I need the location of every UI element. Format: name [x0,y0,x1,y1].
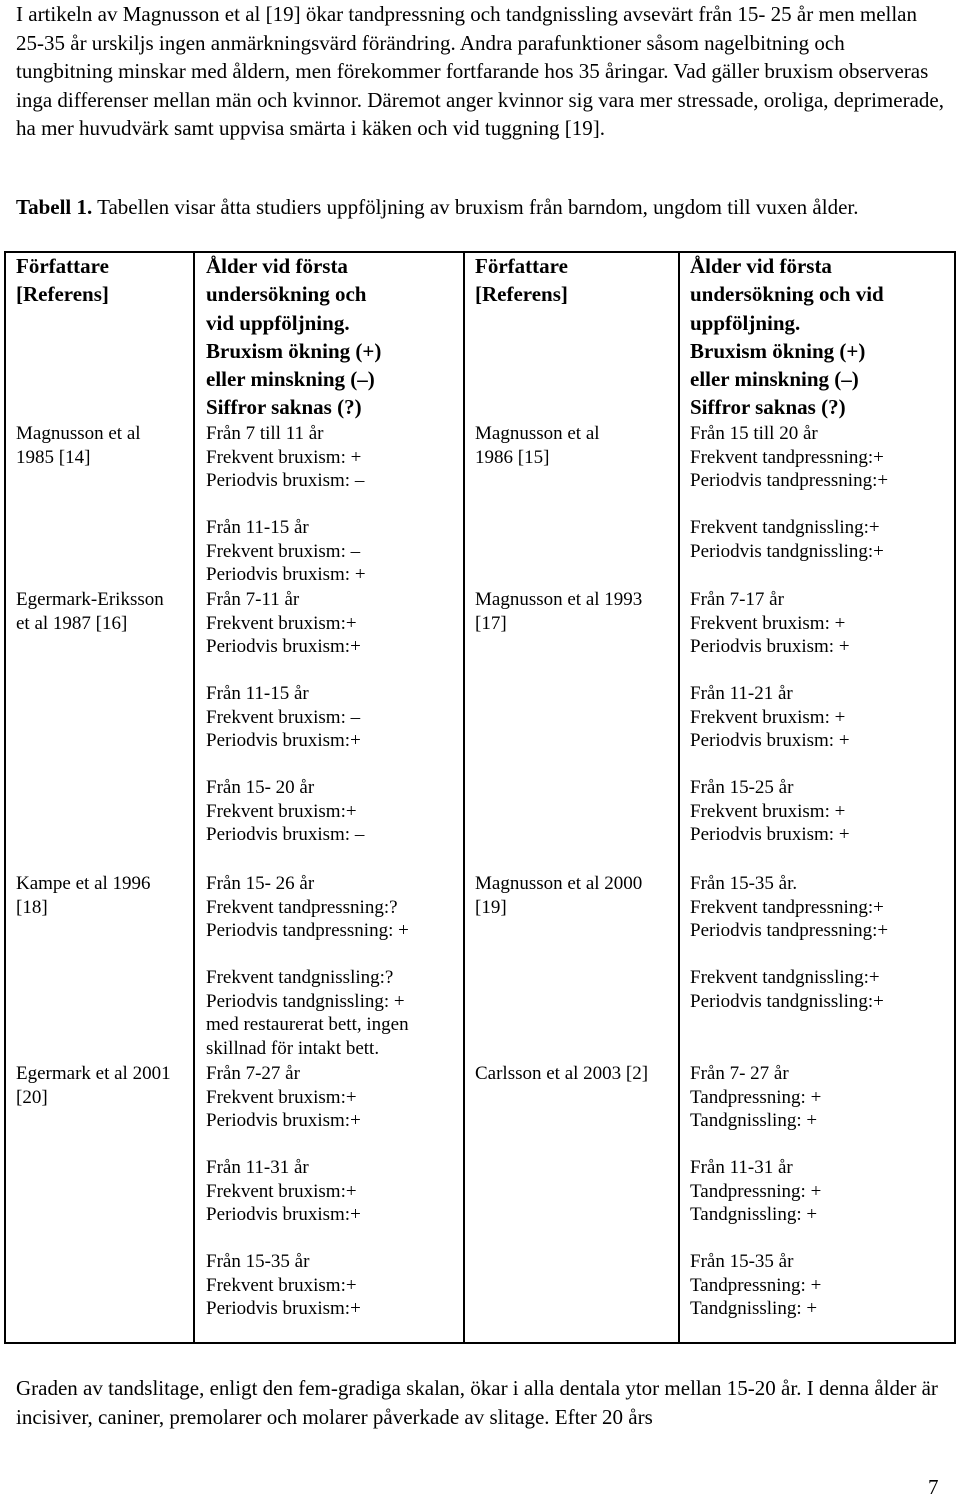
intro-paragraph: I artikeln av Magnusson et al [19] ökar tandpressning och tandgnissling avsevärt från 15- 25 år men mellan 25-35 år urskiljs ingen anmärkningsvärd förändring. Andra parafunktioner såsom nagelbitning och tungbitning minskar med åldern, men förekommer fortfarande hos 35 åringar. Vad gäller bruxism observeras inga differenser mellan män och kvinnor. Däremot anger kvinnor sig vara mer stressade, oroliga, deprimerade, ha mer huvudvärk samt uppvisa smärta i käken och vid tuggning [19]. [16,2,944,141]
cell-line: Periodvis bruxism: – [206,470,365,492]
cell-line: Periodvis bruxism: + [690,730,850,752]
cell-line: Tandgnissling: + [690,1298,818,1320]
cell-line: Frekvent bruxism:+ [206,612,357,634]
cell-line: [Referens] [475,282,568,307]
page-number: 7 [928,1475,939,1499]
cell-line: Periodvis bruxism:+ [206,730,361,752]
cell-line: Periodvis bruxism: + [206,564,366,586]
right-finding-4 [690,682,850,753]
cell-line: Från 15-35 år [206,1251,310,1272]
cell-line: Ålder vid första [690,254,832,278]
table-border-5 [954,251,956,1344]
cell-line: Periodvis bruxism:+ [206,1298,361,1320]
left-finding-9 [206,1156,361,1227]
cell-line: Från 7- 27 år [690,1063,789,1084]
cell-line: vid uppföljning. [206,310,350,335]
cell-line: Från 11-21 år [690,683,793,704]
cell-line: Från 11-15 år [206,517,309,538]
right-finding-2 [690,516,884,563]
cell-line: undersökning och [206,282,367,307]
cell-line: Från 11-31 år [690,1157,793,1178]
cell-line: Egermark et al 2001 [16,1063,171,1084]
cell-line: Siffror saknas (?) [206,395,362,420]
right-finding-7 [690,966,884,1013]
cell-line: Frekvent bruxism:+ [206,800,357,822]
cell-line: [19] [475,896,507,918]
cell-line: Periodvis tandgnissling:+ [690,540,884,562]
table-border-3 [463,251,465,1344]
cell-line: Egermark-Eriksson [16,589,164,610]
left-finding-6 [206,872,409,943]
cell-line: Ålder vid första [206,254,348,278]
right-finding-9 [690,1156,821,1227]
caption-text: Tabellen visar åtta studiers uppföljning av bruxism från barndom, ungdom till vuxen ålder. [92,195,859,219]
right-finding-5 [690,776,850,847]
right-finding-8 [690,1062,821,1133]
cell-line: Kampe et al 1996 [16,873,151,894]
cell-line: Carlsson et al 2003 [2] [475,1063,649,1084]
left-author-3 [16,872,151,919]
cell-line: Frekvent bruxism: + [690,800,846,822]
left-finding-8 [206,1062,361,1133]
cell-line: [Referens] [16,282,109,307]
header-author-right [475,252,568,309]
cell-line: [18] [16,896,48,918]
left-author-2 [16,588,164,635]
cell-line: Periodvis tandpressning: + [206,920,409,942]
right-finding-10 [690,1250,821,1321]
cell-line: [20] [16,1086,48,1108]
cell-line: Bruxism ökning (+) [206,338,382,363]
cell-line: Frekvent tandgnissling:+ [690,967,880,988]
cell-line: Från 15- 26 år [206,873,315,894]
cell-line: 1985 [14] [16,446,91,468]
cell-line: Frekvent tandgnissling:? [206,967,394,988]
left-finding-3 [206,588,361,659]
cell-line: Frekvent bruxism:+ [206,1274,357,1296]
left-finding-1 [206,422,364,493]
cell-line: Frekvent tandgnissling:+ [690,517,880,538]
outro-paragraph: Graden av tandslitage, enligt den fem-gradiga skalan, ökar i alla dentala ytor mellan 15-20 år. I denna ålder är incisiver, caniner, premolarer och molarer påverkade av slitage. Efter 20 års [16,1376,938,1429]
right-finding-6 [690,872,888,943]
right-finding-3 [690,588,850,659]
cell-line: et al 1987 [16] [16,612,128,634]
left-author-1 [16,422,141,469]
cell-line: Periodvis bruxism:+ [206,1204,361,1226]
table-border-1 [4,251,6,1344]
cell-line: Magnusson et al 1993 [475,589,643,610]
left-author-4 [16,1062,171,1109]
caption-label: Tabell 1. [16,195,93,219]
cell-line: Tandgnissling: + [690,1204,818,1226]
cell-line: Periodvis bruxism:+ [206,636,361,658]
table-caption [16,194,946,221]
cell-line: Från 15-35 år. [690,873,798,894]
cell-line: Bruxism ökning (+) [690,338,866,363]
cell-line: Från 7-27 år [206,1063,300,1084]
cell-line: Periodvis tandgnissling:+ [690,990,884,1012]
cell-line: Periodvis bruxism: + [690,636,850,658]
table-border-4 [678,251,680,1344]
cell-line: Periodvis tandgnissling: + [206,990,405,1012]
cell-line: Frekvent bruxism: – [206,540,361,562]
cell-line: Från 7 till 11 år [206,423,324,444]
cell-line: Frekvent bruxism:+ [206,1086,357,1108]
cell-line: Författare [16,254,109,278]
left-finding-2 [206,516,366,587]
cell-line: Författare [475,254,568,278]
cell-line: uppföljning. [690,310,801,335]
cell-line: Från 15- 20 år [206,777,315,798]
cell-line: undersökning och vid [690,282,884,307]
cell-line: Tandpressning: + [690,1086,822,1108]
cell-line: [17] [475,612,507,634]
right-author-1 [475,422,600,469]
cell-line: Frekvent tandpressning:+ [690,446,884,468]
cell-line: Periodvis bruxism: + [690,824,850,846]
cell-line: Periodvis bruxism:+ [206,1110,361,1132]
table-border-2 [193,251,195,1344]
cell-line: Frekvent bruxism:+ [206,1180,357,1202]
cell-line: Från 7-11 år [206,589,300,610]
cell-line: Från 11-31 år [206,1157,309,1178]
cell-line: Frekvent bruxism: + [206,446,362,468]
cell-line: eller minskning (–) [690,367,859,392]
header-author-left [16,252,109,309]
cell-line: Periodvis tandpressning:+ [690,470,889,492]
cell-line: Frekvent tandpressning:+ [690,896,884,918]
cell-line: Siffror saknas (?) [690,395,846,420]
cell-line: Tandpressning: + [690,1180,822,1202]
left-finding-7 [206,966,409,1060]
cell-line: Tandgnissling: + [690,1110,818,1132]
left-finding-10 [206,1250,361,1321]
cell-line: med restaurerat bett, ingen [206,1014,409,1036]
cell-line: 1986 [15] [475,446,550,468]
cell-line: Från 15-25 år [690,777,794,798]
left-finding-5 [206,776,364,847]
right-author-3 [475,872,642,919]
cell-line: Från 15 till 20 år [690,423,818,444]
cell-line: Från 11-15 år [206,683,309,704]
cell-line: Från 7-17 år [690,589,784,610]
cell-line: Frekvent tandpressning:? [206,896,398,918]
right-author-2 [475,588,642,635]
cell-line: Frekvent bruxism: + [690,706,846,728]
cell-line: Tandpressning: + [690,1274,822,1296]
right-author-4 [475,1062,648,1086]
right-finding-1 [690,422,888,493]
cell-line: eller minskning (–) [206,367,375,392]
cell-line: Magnusson et al 2000 [475,873,643,894]
cell-line: Magnusson et al [16,423,141,444]
cell-line: Magnusson et al [475,423,600,444]
cell-line: Periodvis tandpressning:+ [690,920,889,942]
header-age-left [206,252,381,422]
cell-line: Periodvis bruxism: – [206,824,365,846]
cell-line: Frekvent bruxism: + [690,612,846,634]
cell-line: skillnad för intakt bett. [206,1037,380,1059]
cell-line: Frekvent bruxism: – [206,706,361,728]
left-finding-4 [206,682,361,753]
cell-line: Från 15-35 år [690,1251,794,1272]
header-age-right [690,252,884,422]
table-bottom-border [4,1342,956,1344]
